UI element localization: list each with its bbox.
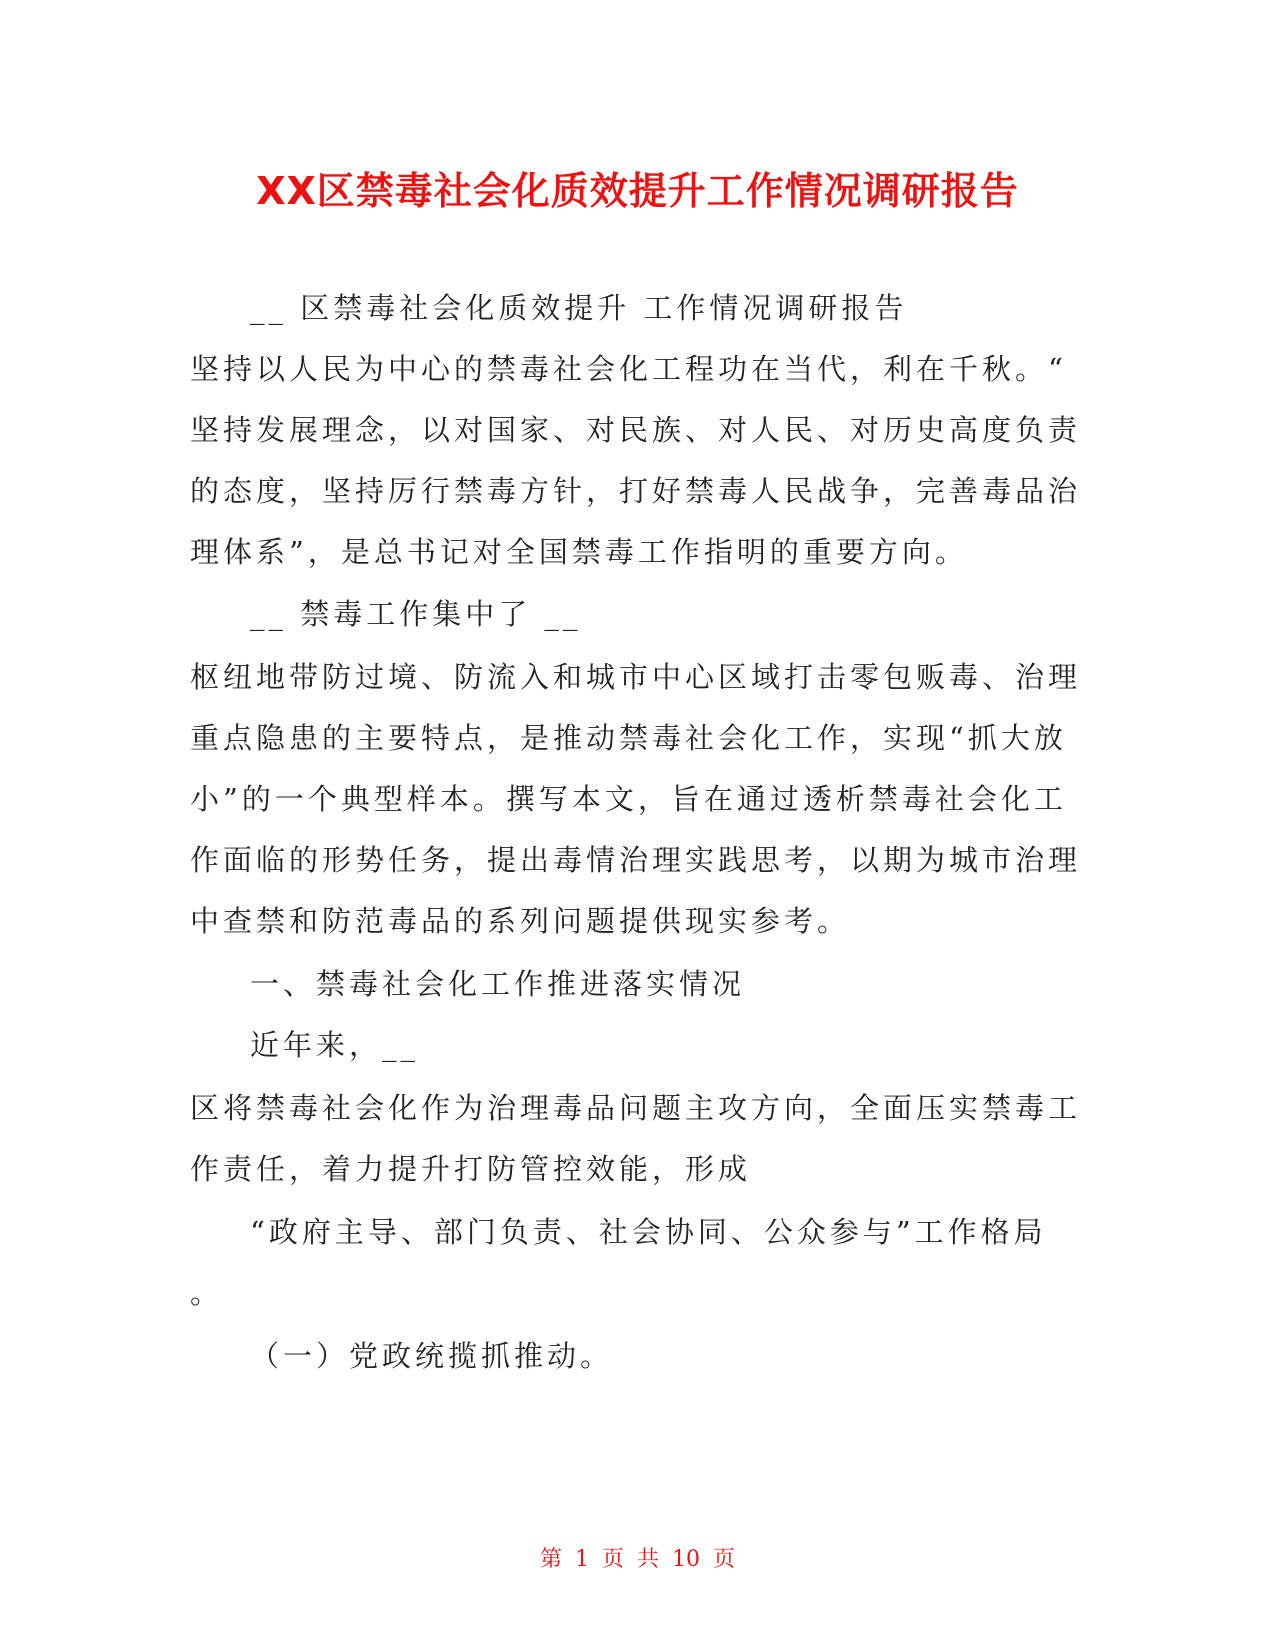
paragraph-line: 区将禁毒社会化作为治理毒品问题主攻方向，全面压实禁毒工	[190, 1091, 1082, 1125]
paragraph-line: 小”的一个典型样本。撰写本文，旨在通过透析禁毒社会化工	[190, 782, 1067, 816]
subtitle-line: __ 区禁毒社会化质效提升 工作情况调研报告	[250, 291, 908, 325]
paragraph-line: 重点隐患的主要特点，是推动禁毒社会化工作，实现“抓大放	[190, 721, 1067, 755]
paragraph-line: 枢纽地带防过境、防流入和城市中心区域打击零包贩毒、治理	[190, 660, 1082, 694]
paragraph-line: 。	[190, 1276, 224, 1310]
section-heading: 一、禁毒社会化工作推进落实情况	[250, 967, 746, 1001]
subsection-heading: （一）党政统揽抓推动。	[250, 1339, 614, 1373]
paragraph-line: 理体系”，是总书记对全国禁毒工作指明的重要方向。	[190, 535, 968, 569]
paragraph-line: 的态度，坚持厉行禁毒方针，打好禁毒人民战争，完善毒品治	[190, 474, 1082, 508]
document-title: XX区禁毒社会化质效提升工作情况调研报告	[256, 169, 1019, 213]
paragraph-line: “政府主导、部门负责、社会协同、公众参与”工作格局	[250, 1215, 1047, 1249]
paragraph-line: 坚持以人民为中心的禁毒社会化工程功在当代，利在千秋。“	[190, 352, 1067, 386]
page-number-footer: 第 1 页 共 10 页	[540, 1547, 735, 1572]
paragraph-line: 近年来，__	[250, 1028, 420, 1062]
paragraph-line: 坚持发展理念，以对国家、对民族、对人民、对历史高度负责	[190, 413, 1082, 447]
paragraph-line: 作责任，着力提升打防管控效能，形成	[190, 1152, 752, 1186]
paragraph-line: __ 禁毒工作集中了 __	[250, 597, 582, 631]
paragraph-line: 中查禁和防范毒品的系列问题提供现实参考。	[190, 904, 851, 938]
paragraph-line: 作面临的形势任务，提出毒情治理实践思考，以期为城市治理	[190, 843, 1082, 877]
